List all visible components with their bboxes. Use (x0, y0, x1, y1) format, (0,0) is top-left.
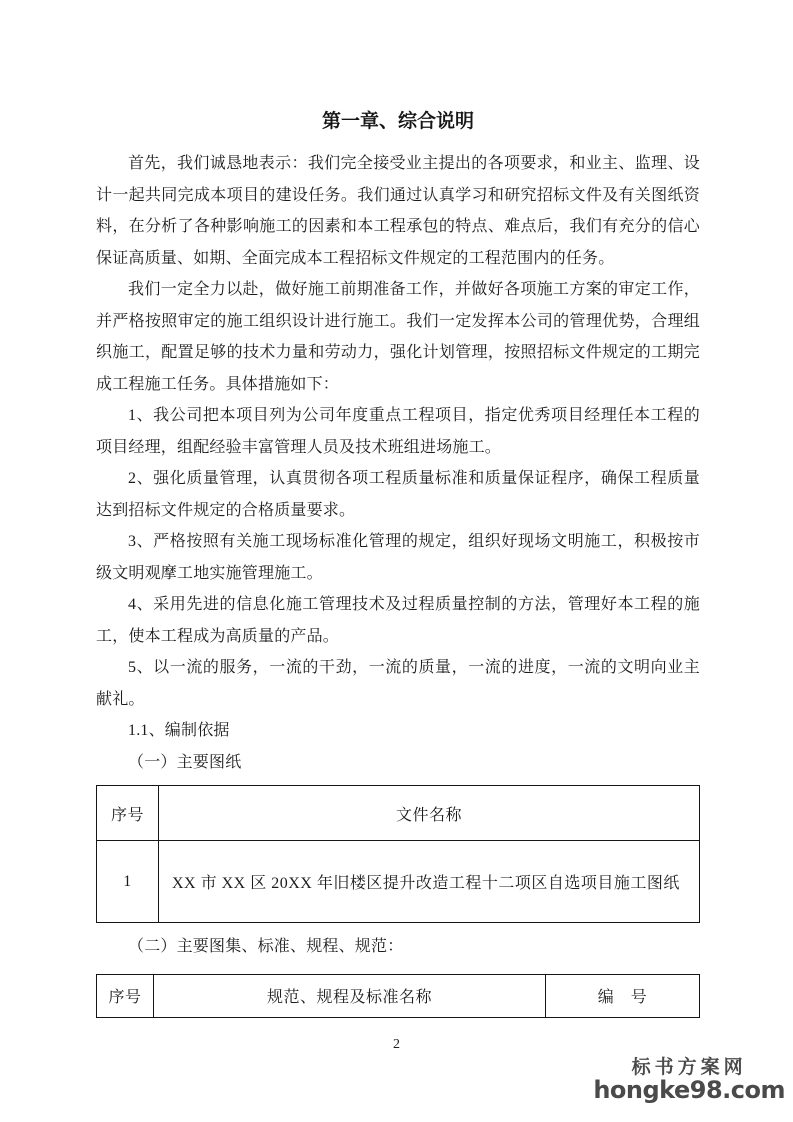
table2-header-seq: 序号 (97, 974, 154, 1017)
measure-item-2: 2、强化质量管理，认真贯彻各项工程质量标准和质量保证程序，确保工程质量达到招标文件规定的合格质量要求。 (96, 470, 700, 519)
table1-cell-seq: 1 (97, 841, 159, 923)
measure-item-3: 3、严格按照有关施工现场标准化管理的规定，组织好现场文明施工，积极按市级文明观摩工地实施管理施工。 (96, 533, 700, 582)
table2-header-name: 规范、规程及标准名称 (154, 974, 546, 1017)
table-header-row (97, 974, 700, 1017)
table1-header-filename: 文件名称 (159, 786, 700, 841)
paragraph-commitment: 我们一定全力以赴，做好施工前期准备工作，并做好各项施工方案的审定工作，并严格按照审定的施工组织设计进行施工。我们一定发挥本公司的管理优势，合理组织施工，配置足够的技术力量和劳动力，强化计划管理，按照招标文件规定的工期完成工程施工任务。具体措施如下： (96, 281, 700, 393)
chapter-title: 第一章、综合说明 (321, 111, 474, 132)
watermark-site-url: hongke98.com (593, 1075, 785, 1104)
table1-header-seq: 序号 (97, 786, 159, 841)
measure-item-1: 1、我公司把本项目列为公司年度重点工程项目，指定优秀项目经理任本工程的项目经理，组配经验丰富管理人员及技术班组进场施工。 (96, 407, 700, 456)
table-header-row (97, 786, 700, 841)
paragraph-intro: 首先，我们诚恳地表示：我们完全接受业主提出的各项要求，和业主、监理、设计一起共同完成本项目的建设任务。我们通过认真学习和研究招标文件及有关图纸资料，在分析了各种影响施工的因素和本工程承包的特点、难点后，我们有充分的信心保证高质量、如期、全面完成本工程招标文件规定的工程范围内的任务。 (96, 155, 700, 267)
subsection-heading-standards: （二）主要图集、标准、规程、规范： (128, 938, 404, 955)
section-heading-1-1: 1.1、编制依据 (128, 722, 230, 739)
measure-item-5: 5、以一流的服务，一流的干劲，一流的质量，一流的进度，一流的文明向业主献礼。 (96, 659, 700, 708)
subsection-heading-drawings: （一）主要图纸 (128, 753, 242, 771)
watermark (593, 1058, 785, 1103)
table2-header-number: 编 号 (546, 974, 700, 1017)
standards-table (96, 974, 700, 1018)
page-number: 2 (393, 1037, 400, 1052)
table-row (97, 841, 700, 923)
watermark-site-name: 标书方案网 (631, 1056, 747, 1078)
measure-item-4: 4、采用先进的信息化施工管理技术及过程质量控制的方法，管理好本工程的施工，使本工程成为高质量的产品。 (96, 596, 700, 645)
table1-cell-filename: XX 市 XX 区 20XX 年旧楼区提升改造工程十二项区自选项目施工图纸 (159, 841, 700, 923)
main-drawings-table (96, 785, 700, 923)
